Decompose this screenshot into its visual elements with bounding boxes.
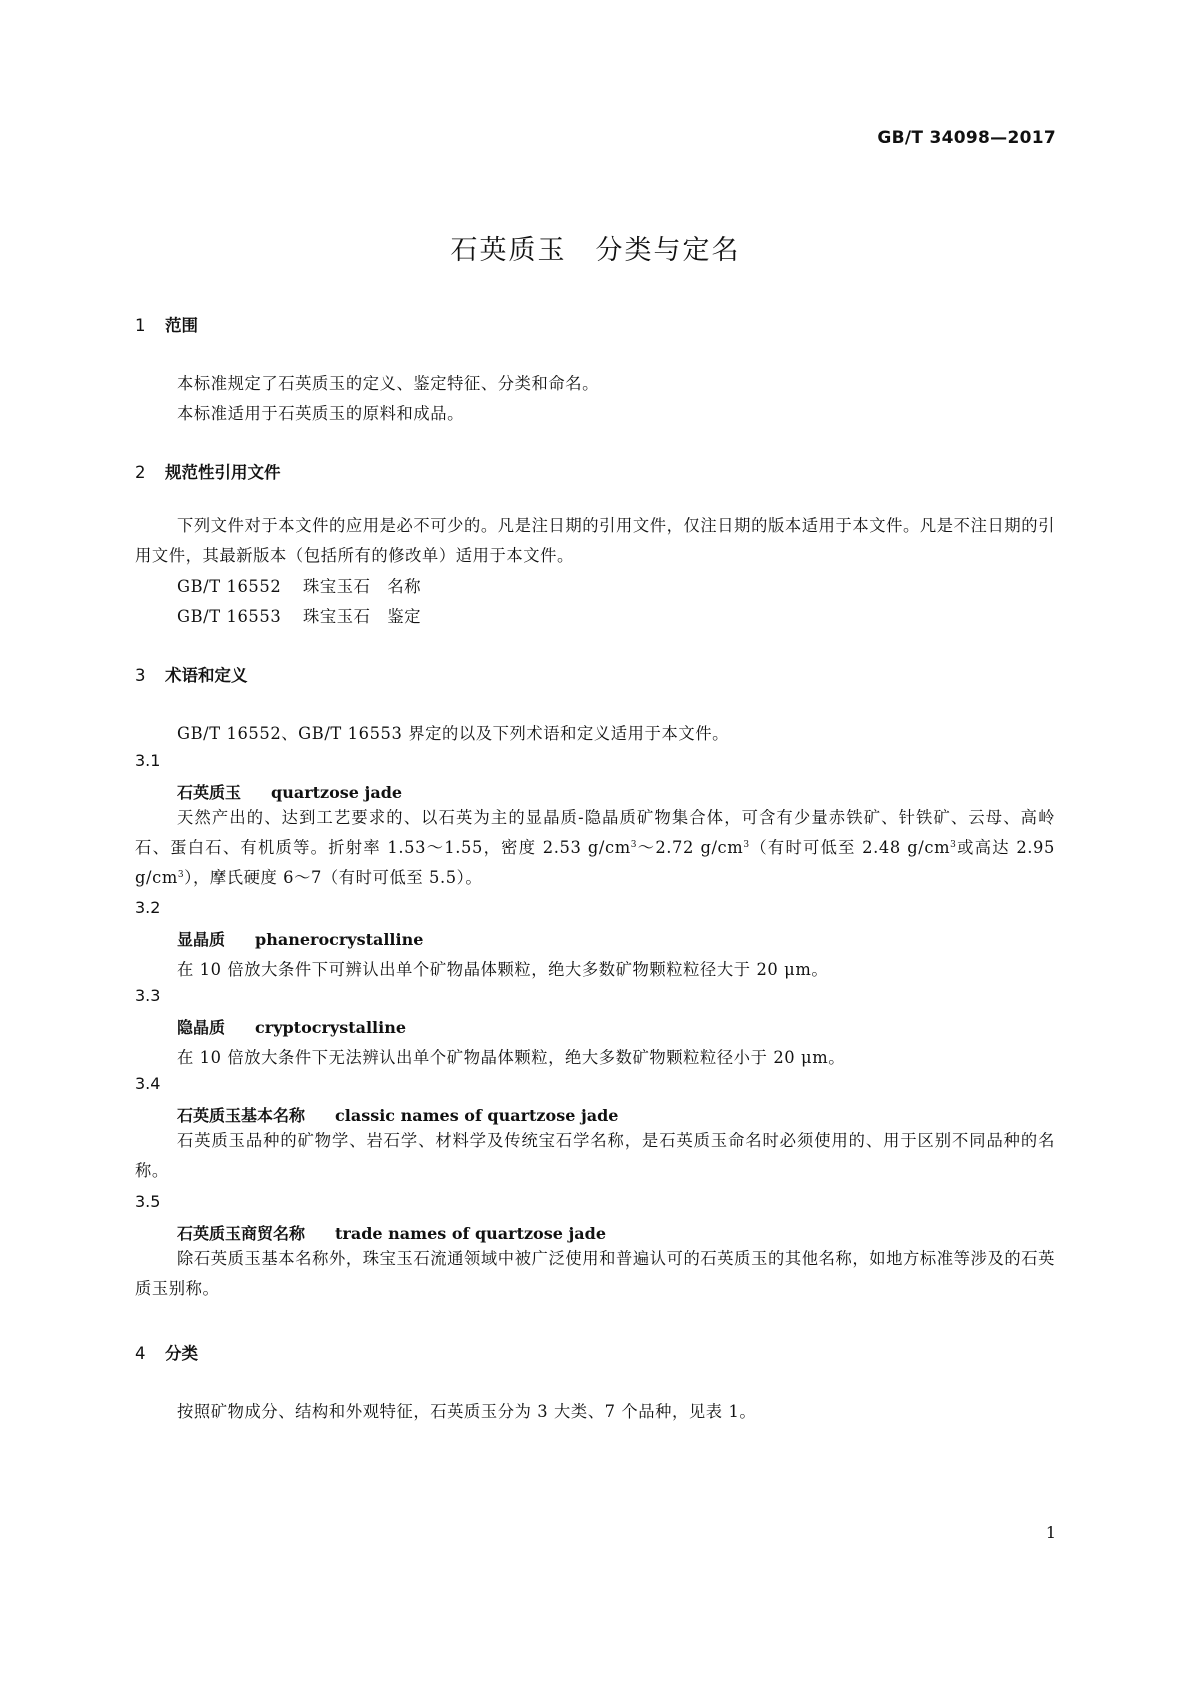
definition-text: ），摩氏硬度 6～7（有时可低至 5.5）。 (184, 868, 483, 887)
clause-number: 3.3 (135, 986, 161, 1005)
reference-title: 珠宝玉石 名称 (303, 577, 422, 596)
reference-code: GB/T 16552 (177, 577, 282, 596)
reference-item (177, 573, 421, 597)
term-english: cryptocrystalline (255, 1018, 407, 1037)
document-title: 石英质玉 分类与定名 (450, 235, 741, 266)
term-chinese: 隐晶质 (177, 1018, 226, 1037)
term-chinese: 石英质玉基本名称 (177, 1106, 306, 1125)
superscript: 3 (950, 840, 957, 850)
section-number: 3 (135, 666, 146, 685)
term-definition: 在 10 倍放大条件下无法辨认出单个矿物晶体颗粒，绝大多数矿物颗粒粒径小于 20 μm。 (177, 1048, 846, 1067)
superscript: 3 (743, 840, 750, 850)
section-number: 4 (135, 1344, 146, 1363)
definition-text: 或高达 2.95 g/cm (135, 838, 1055, 887)
section-title: 规范性引用文件 (165, 463, 281, 482)
term-english: classic names of quartzose jade (335, 1106, 619, 1125)
section-title: 术语和定义 (165, 666, 248, 685)
term-heading (177, 780, 402, 803)
term-definition: 石英质玉品种的矿物学、岩石学、材料学及传统宝石学名称，是石英质玉命名时必须使用的、用于区别不同品种的名称。 (135, 1131, 1055, 1180)
definition-text: ～2.72 g/cm (637, 838, 744, 857)
term-chinese: 石英质玉 (177, 783, 242, 802)
reference-title: 珠宝玉石 鉴定 (303, 607, 422, 626)
reference-code: GB/T 16553 (177, 607, 282, 626)
definition-text: 天然产出的、达到工艺要求的、以石英为主的显晶质-隐晶质矿物集合体，可含有少量赤铁矿、针铁矿、云母、高岭石、蛋白石、有机质等。折射率 1.53～1.55，密度 2.53 g/cm (135, 808, 1055, 857)
standard-id: GB/T 34098—2017 (877, 128, 1056, 148)
section-title: 范围 (165, 316, 198, 335)
normative-references-paragraph: 下列文件对于本文件的应用是必不可少的。凡是注日期的引用文件，仅注日期的版本适用于本文件。凡是不注日期的引用文件，其最新版本（包括所有的修改单）适用于本文件。 (135, 516, 1055, 565)
clause-number: 3.4 (135, 1074, 161, 1093)
term-heading (177, 927, 423, 950)
section-number: 2 (135, 463, 146, 482)
scope-paragraph-1: 本标准规定了石英质玉的定义、鉴定特征、分类和命名。 (177, 374, 600, 393)
scope-paragraph-2: 本标准适用于石英质玉的原料和成品。 (177, 404, 464, 423)
term-heading (177, 1103, 618, 1126)
term-english: trade names of quartzose jade (335, 1224, 606, 1243)
section-number: 1 (135, 316, 146, 335)
reference-item (177, 603, 421, 627)
term-chinese: 显晶质 (177, 930, 226, 949)
term-english: phanerocrystalline (255, 930, 424, 949)
section-title: 分类 (165, 1344, 198, 1363)
term-definition (135, 803, 1055, 893)
term-heading (177, 1015, 406, 1038)
section-2-heading (135, 459, 281, 483)
classification-paragraph: 按照矿物成分、结构和外观特征，石英质玉分为 3 大类、7 个品种，见表 1。 (177, 1402, 757, 1421)
terms-intro: GB/T 16552、GB/T 16553 界定的以及下列术语和定义适用于本文件。 (177, 724, 729, 743)
term-english: quartzose jade (271, 783, 403, 802)
term-heading (177, 1221, 606, 1244)
superscript: 3 (630, 840, 638, 850)
superscript: 3 (177, 870, 185, 880)
term-definition: 在 10 倍放大条件下可辨认出单个矿物晶体颗粒，绝大多数矿物颗粒粒径大于 20 μm。 (177, 960, 829, 979)
definition-text: （有时可低至 2.48 g/cm (749, 838, 951, 857)
clause-number: 3.1 (135, 751, 161, 770)
section-4-heading (135, 1340, 198, 1364)
term-chinese: 石英质玉商贸名称 (177, 1224, 306, 1243)
section-1-heading (135, 312, 198, 336)
term-definition: 除石英质玉基本名称外，珠宝玉石流通领域中被广泛使用和普遍认可的石英质玉的其他名称，如地方标准等涉及的石英质玉别称。 (135, 1249, 1055, 1298)
section-3-heading (135, 662, 248, 686)
clause-number: 3.5 (135, 1192, 161, 1211)
page-number: 1 (1045, 1523, 1056, 1542)
clause-number: 3.2 (135, 898, 161, 917)
